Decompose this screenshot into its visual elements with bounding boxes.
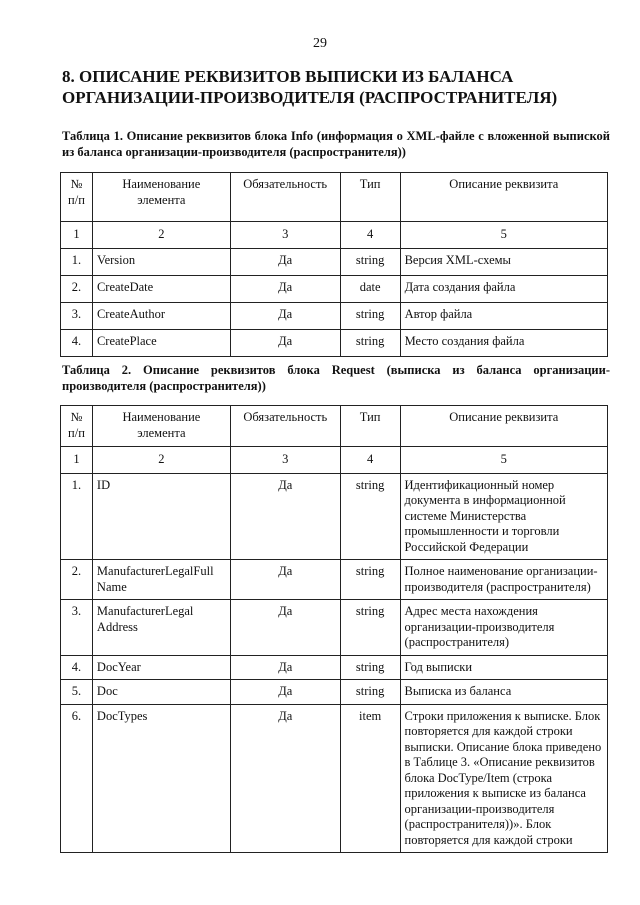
- header-description: Описание реквизита: [400, 406, 607, 447]
- row-number: 2.: [61, 275, 93, 302]
- table-row: [61, 680, 608, 705]
- element-name: DocTypes: [92, 704, 230, 853]
- column-index-row: [61, 447, 608, 474]
- index-cell: 5: [400, 222, 607, 249]
- table1-caption: Таблица 1. Описание реквизитов блока Info (информация о XML-файле с вложенной выпиской из баланса организации-производителя (распространителя)): [62, 129, 610, 159]
- description: Место создания файла: [400, 329, 607, 356]
- table-row: [61, 704, 608, 853]
- type-value: string: [340, 560, 400, 600]
- required-value: Да: [230, 248, 340, 275]
- table-row: [61, 560, 608, 600]
- table-info: [60, 172, 608, 357]
- page-number: 29: [313, 36, 327, 51]
- element-name: ManufacturerLegal Address: [92, 600, 230, 656]
- description: Строки приложения к выписке. Блок повторяется для каждой строки выписки. Описание блока приведено в Таблице 3. «Описание реквизитов блока DocType/Item (строка приложения к выписке из баланса организации-производителя (распространителя))». Блок повторяется для каждой строки: [400, 704, 607, 853]
- row-number: 4.: [61, 329, 93, 356]
- index-cell: 5: [400, 447, 607, 474]
- row-number: 3.: [61, 600, 93, 656]
- description: Адрес места нахождения организации-производителя (распространителя): [400, 600, 607, 656]
- column-index-row: [61, 222, 608, 249]
- row-number: 4.: [61, 655, 93, 680]
- index-cell: 3: [230, 222, 340, 249]
- type-value: item: [340, 704, 400, 853]
- description: Дата создания файла: [400, 275, 607, 302]
- index-cell: 2: [92, 222, 230, 249]
- index-cell: 1: [61, 222, 93, 249]
- description: Полное наименование организации-производителя (распространителя): [400, 560, 607, 600]
- required-value: Да: [230, 473, 340, 560]
- type-value: string: [340, 302, 400, 329]
- element-name: ID: [92, 473, 230, 560]
- required-value: Да: [230, 655, 340, 680]
- index-cell: 2: [92, 447, 230, 474]
- table-row: [61, 248, 608, 275]
- element-name: CreateAuthor: [92, 302, 230, 329]
- table-row: [61, 655, 608, 680]
- row-number: 3.: [61, 302, 93, 329]
- index-cell: 1: [61, 447, 93, 474]
- table-row: [61, 473, 608, 560]
- element-name: ManufacturerLegalFull Name: [92, 560, 230, 600]
- element-name: DocYear: [92, 655, 230, 680]
- table2-caption: Таблица 2. Описание реквизитов блока Request (выписка из баланса организации-производителя (распространителя)): [62, 363, 610, 393]
- description: Версия XML-схемы: [400, 248, 607, 275]
- header-description: Описание реквизита: [400, 173, 607, 222]
- type-value: string: [340, 600, 400, 656]
- header-required: Обязательность: [230, 173, 340, 222]
- header-number: № п/п: [61, 406, 93, 447]
- description: Выписка из баланса: [400, 680, 607, 705]
- section-title: 8. ОПИСАНИЕ РЕКВИЗИТОВ ВЫПИСКИ ИЗ БАЛАНСА ОРГАНИЗАЦИИ-ПРОИЗВОДИТЕЛЯ (РАСПРОСТРАНИТЕЛЯ): [62, 67, 558, 107]
- row-number: 2.: [61, 560, 93, 600]
- required-value: Да: [230, 704, 340, 853]
- element-name: CreateDate: [92, 275, 230, 302]
- table-row: [61, 302, 608, 329]
- index-cell: 4: [340, 447, 400, 474]
- type-value: string: [340, 329, 400, 356]
- header-type: Тип: [340, 406, 400, 447]
- type-value: string: [340, 680, 400, 705]
- header-element-name: Наименование элемента: [92, 173, 230, 222]
- row-number: 1.: [61, 473, 93, 560]
- element-name: CreatePlace: [92, 329, 230, 356]
- table-row: [61, 329, 608, 356]
- header-required: Обязательность: [230, 406, 340, 447]
- description: Автор файла: [400, 302, 607, 329]
- required-value: Да: [230, 329, 340, 356]
- type-value: string: [340, 248, 400, 275]
- required-value: Да: [230, 600, 340, 656]
- row-number: 5.: [61, 680, 93, 705]
- element-name: Version: [92, 248, 230, 275]
- required-value: Да: [230, 680, 340, 705]
- description: Год выписки: [400, 655, 607, 680]
- index-cell: 3: [230, 447, 340, 474]
- required-value: Да: [230, 560, 340, 600]
- required-value: Да: [230, 275, 340, 302]
- header-number: № п/п: [61, 173, 93, 222]
- element-name: Doc: [92, 680, 230, 705]
- type-value: string: [340, 655, 400, 680]
- description: Идентификационный номер документа в информационной системе Министерства промышленности и торговли Российской Федерации: [400, 473, 607, 560]
- table-row: [61, 600, 608, 656]
- row-number: 6.: [61, 704, 93, 853]
- header-type: Тип: [340, 173, 400, 222]
- required-value: Да: [230, 302, 340, 329]
- row-number: 1.: [61, 248, 93, 275]
- header-element-name: Наименование элемента: [92, 406, 230, 447]
- table-request: [60, 405, 608, 853]
- index-cell: 4: [340, 222, 400, 249]
- table-row: [61, 275, 608, 302]
- type-value: string: [340, 473, 400, 560]
- type-value: date: [340, 275, 400, 302]
